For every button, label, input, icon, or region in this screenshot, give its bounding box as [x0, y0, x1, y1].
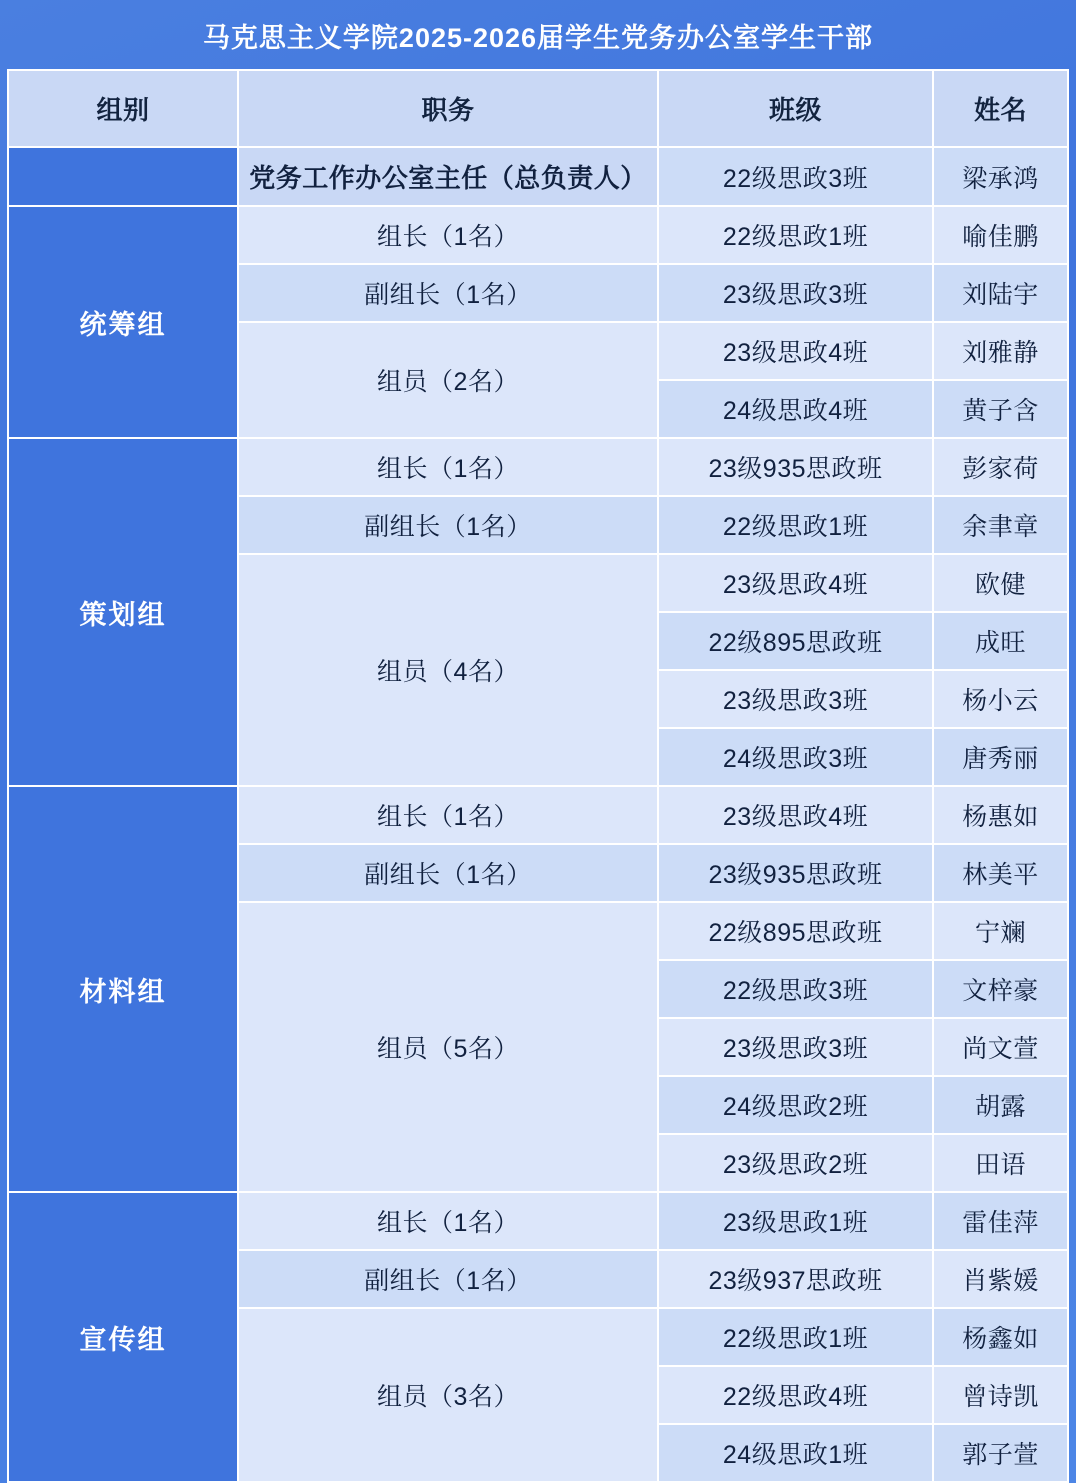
director-role: 党务工作办公室主任（总负责人）	[238, 147, 658, 206]
class-cell: 22级思政4班	[658, 1366, 933, 1424]
name-cell: 宁斓	[933, 902, 1068, 960]
role-cell: 组长（1名）	[238, 438, 658, 496]
role-cell: 组员（5名）	[238, 902, 658, 1192]
name-cell: 胡露	[933, 1076, 1068, 1134]
roster-body	[8, 0, 1068, 1482]
name-cell: 刘陆宇	[933, 264, 1068, 322]
name-cell: 欧健	[933, 554, 1068, 612]
role-cell: 组员（2名）	[238, 322, 658, 438]
class-cell: 23级思政1班	[658, 1192, 933, 1250]
name-cell: 余聿章	[933, 496, 1068, 554]
name-cell: 肖紫媛	[933, 1250, 1068, 1308]
group-cell: 策划组	[8, 438, 238, 786]
column-header-group: 组别	[8, 70, 238, 147]
name-cell: 喻佳鹏	[933, 206, 1068, 264]
name-cell: 成旺	[933, 612, 1068, 670]
name-cell: 黄子含	[933, 380, 1068, 438]
class-cell: 23级思政4班	[658, 554, 933, 612]
column-header-role: 职务	[238, 70, 658, 147]
director-name: 梁承鸿	[933, 147, 1068, 206]
name-cell: 郭子萱	[933, 1424, 1068, 1482]
role-cell: 组长（1名）	[238, 206, 658, 264]
role-cell: 组长（1名）	[238, 786, 658, 844]
name-cell: 杨惠如	[933, 786, 1068, 844]
name-cell: 田语	[933, 1134, 1068, 1192]
class-cell: 22级895思政班	[658, 612, 933, 670]
page-title: 马克思主义学院2025-2026届学生党务办公室学生干部	[202, 23, 874, 53]
group-cell: 材料组	[8, 786, 238, 1192]
name-cell: 刘雅静	[933, 322, 1068, 380]
column-header-name: 姓名	[933, 70, 1068, 147]
roster-table	[7, 0, 1069, 1483]
name-cell: 林美平	[933, 844, 1068, 902]
class-cell: 22级思政3班	[658, 960, 933, 1018]
director-class: 22级思政3班	[658, 147, 933, 206]
table-row	[8, 438, 1068, 496]
name-cell: 杨鑫如	[933, 1308, 1068, 1366]
table-row	[8, 206, 1068, 264]
class-cell: 24级思政4班	[658, 380, 933, 438]
class-cell: 23级思政2班	[658, 1134, 933, 1192]
name-cell: 文梓豪	[933, 960, 1068, 1018]
group-cell: 统筹组	[8, 206, 238, 438]
class-cell: 23级937思政班	[658, 1250, 933, 1308]
role-cell: 副组长（1名）	[238, 844, 658, 902]
class-cell: 24级思政2班	[658, 1076, 933, 1134]
class-cell: 23级思政3班	[658, 264, 933, 322]
group-cell: 宣传组	[8, 1192, 238, 1482]
table-row	[8, 786, 1068, 844]
name-cell: 唐秀丽	[933, 728, 1068, 786]
class-cell: 23级935思政班	[658, 438, 933, 496]
class-cell: 24级思政1班	[658, 1424, 933, 1482]
name-cell: 曾诗凯	[933, 1366, 1068, 1424]
class-cell: 22级思政1班	[658, 206, 933, 264]
class-cell: 23级思政4班	[658, 786, 933, 844]
name-cell: 尚文萱	[933, 1018, 1068, 1076]
role-cell: 副组长（1名）	[238, 496, 658, 554]
role-cell: 组员（3名）	[238, 1308, 658, 1482]
role-cell: 副组长（1名）	[238, 1250, 658, 1308]
class-cell: 23级思政3班	[658, 1018, 933, 1076]
class-cell: 22级思政1班	[658, 496, 933, 554]
class-cell: 23级935思政班	[658, 844, 933, 902]
table-row	[8, 147, 1068, 206]
name-cell: 雷佳萍	[933, 1192, 1068, 1250]
class-cell: 23级思政4班	[658, 322, 933, 380]
role-cell: 组长（1名）	[238, 1192, 658, 1250]
class-cell: 22级895思政班	[658, 902, 933, 960]
table-row	[8, 1192, 1068, 1250]
title-row	[8, 0, 1068, 70]
header-row	[8, 70, 1068, 147]
class-cell: 23级思政3班	[658, 670, 933, 728]
class-cell: 24级思政3班	[658, 728, 933, 786]
column-header-class: 班级	[658, 70, 933, 147]
name-cell: 杨小云	[933, 670, 1068, 728]
name-cell: 彭家荷	[933, 438, 1068, 496]
class-cell: 22级思政1班	[658, 1308, 933, 1366]
group-cell-empty	[8, 147, 238, 206]
role-cell: 组员（4名）	[238, 554, 658, 786]
role-cell: 副组长（1名）	[238, 264, 658, 322]
